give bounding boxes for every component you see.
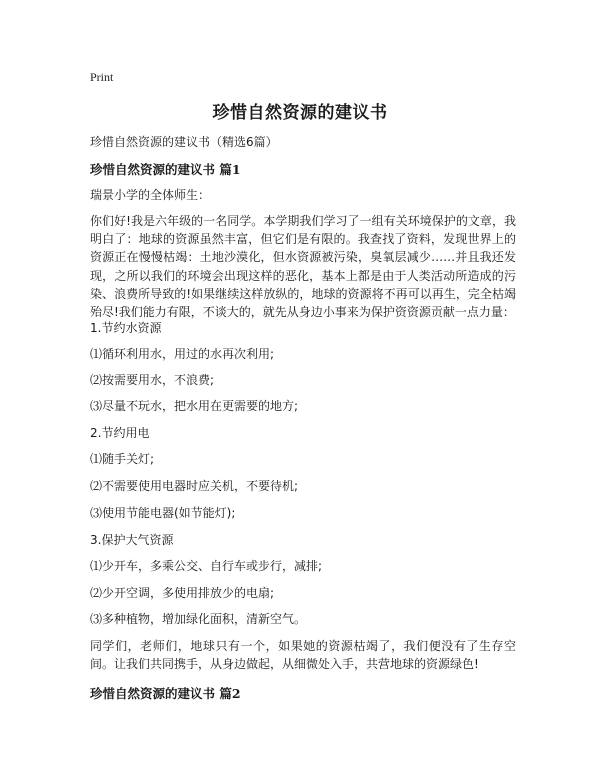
print-label[interactable]: Print	[90, 70, 114, 84]
section-2-item: ⑴随手关灯;	[90, 452, 155, 466]
section-1-item: ⑴循环利用水，用过的水再次利用;	[90, 347, 275, 361]
article-1-heading: 珍惜自然资源的建议书 篇1	[90, 162, 241, 177]
section-1-item: ⑶尽量不玩水，把水用在更需要的地方;	[90, 399, 299, 413]
section-2-item: ⑶使用节能电器(如节能灯);	[90, 506, 236, 520]
section-3-title: 3.保护大气资源	[90, 533, 174, 547]
article-1-greeting: 瑞景小学的全体师生：	[90, 188, 211, 202]
section-2-item: ⑵不需要使用电器时应关机，不要待机;	[90, 479, 299, 493]
page-title: 珍惜自然资源的建议书	[212, 103, 388, 123]
article-1-closing: 同学们，老师们，地球只有一个，如果她的资源枯竭了，我们便没有了生存空间。让我们共同携手，从身边做起，从细微处入手，共营地球的资源绿色!	[90, 639, 516, 672]
section-3-item: ⑴少开车，多乘公交、自行车或步行，减排;	[90, 559, 323, 573]
section-1-item: ⑵按需要用水，不浪费;	[90, 373, 215, 387]
page-subtitle: 珍惜自然资源的建议书（精选6篇）	[90, 135, 278, 149]
section-3-item: ⑶多种植物，增加绿化面积，清新空气。	[90, 612, 307, 626]
section-3-item: ⑵少开空调，多使用排放少的电扇;	[90, 586, 275, 600]
section-1-title: 1.节约水资源	[90, 321, 162, 335]
article-2-heading: 珍惜自然资源的建议书 篇2	[90, 686, 241, 701]
section-2-title: 2.节约用电	[90, 426, 150, 440]
article-1-intro: 你们好!我是六年级的一名同学。本学期我们学习了一组有关环境保护的文章，我明白了：地球的资源虽然丰富，但它们是有限的。我查找了资料，发现世界上的资源正在慢慢枯竭：土地沙漠化，但水资源被污染，臭氧层减少……并且我还发现，之所以我们的环境会出现这样的恶化，基本上都是由于人类活动所造成的污染、浪费所导致的!如果继续这样放纵的，地球的资源将不再可以再生，完全枯竭殆尽!我们能力有限，不谈大的，就先从身边小事来为保护资资源贡献一点力量：	[90, 214, 516, 320]
